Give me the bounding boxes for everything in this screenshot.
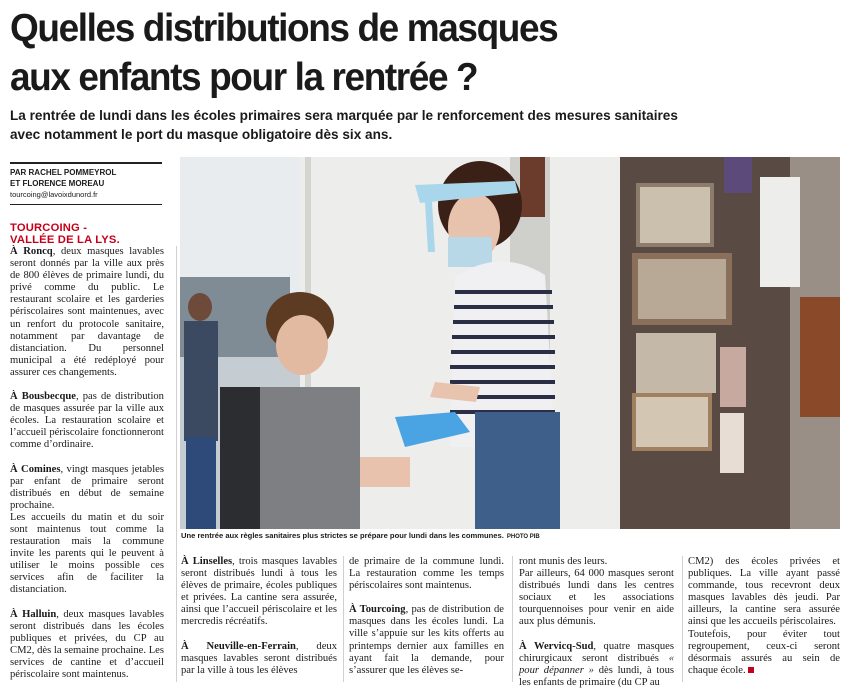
byline-authors-2: ET FLORENCE MOREAU xyxy=(10,179,105,188)
place-name: À Roncq xyxy=(10,246,53,257)
paragraph-text: , vingt masques jetables par enfant de primaire seront distribués en début de semaine prochaine. xyxy=(10,463,164,511)
headline xyxy=(10,4,840,102)
article-column-1 xyxy=(10,246,164,681)
headline-line-2: aux enfants pour la rentrée ? xyxy=(10,54,478,99)
paragraph-bousbecque xyxy=(10,391,164,451)
place-name: À Linselles xyxy=(181,556,233,567)
article-column-3 xyxy=(349,556,504,677)
paragraph-text: Toutefois, pour éviter tout regroupement, ceux-ci seront désormais assurés au sein de chaque école. xyxy=(688,628,840,676)
paragraph-continued: CM2) des écoles privées et publiques. La ville ayant passé commande, tous recevront deux masques lavables dès jeudi. Par ailleurs, la cantine sera assurée ainsi que les accueils périscolaires. xyxy=(688,556,840,628)
place-name: À Tourcoing xyxy=(349,604,406,616)
paragraph-linselles xyxy=(181,556,337,629)
deck-line-1: La rentrée de lundi dans les écoles primaires sera marquée par le renforcement des mesures sanitaires xyxy=(10,108,678,123)
paragraph-text: dès lundi, à tous les enfants de primaire (du CP au xyxy=(519,664,674,688)
column-divider xyxy=(512,556,513,682)
paragraph-halluin xyxy=(10,609,164,682)
paragraph-continued: de primaire de la commune lundi. La restauration comme les temps périscolaires sont maintenus. xyxy=(349,556,504,592)
paragraph-text: , deux masques lavables seront donnés par la ville aux près de 800 élèves de primaire lundi, du privé comme du public. Le restaurant scolaire et les garderies périscolaires sont maintenues, avec un renfort du protocole sanitaire, notamment par davantage de distanciation. Du personnel municipal a été redéployé pour assurer ces changements. xyxy=(10,246,164,378)
place-name: À Bousbecque xyxy=(10,391,76,403)
paragraph-neuville xyxy=(181,641,337,677)
byline-authors-1: PAR RACHEL POMMEYROL xyxy=(10,168,117,177)
byline xyxy=(10,162,162,205)
article-column-2 xyxy=(181,556,337,677)
paragraph-tourcoing xyxy=(349,604,504,677)
paragraph-continued: ront munis des leurs. xyxy=(519,556,608,567)
paragraph-comines xyxy=(10,464,164,512)
article-photo xyxy=(180,157,840,529)
paragraph-text: , deux masques lavables seront distribués par la ville à tous les élèves xyxy=(181,640,337,676)
photo-credit: PHOTO PIB xyxy=(506,534,540,540)
paragraph-text: , pas de distribution de masques assurée par la ville aux écoles. La restauration scolaire et l’accueil périscolaire fonctionneront comme d’ordinaire. xyxy=(10,391,164,451)
deck-line-2: avec notamment le port du masque obligatoire dès six ans. xyxy=(10,127,393,142)
place-name: À Neuville-en-Ferrain xyxy=(181,640,296,652)
column-divider xyxy=(682,556,683,682)
paragraph-text: , quatre masques chirurgicaux seront distribués xyxy=(519,640,674,664)
section-heading-line-2: VALLÉE DE LA LYS. xyxy=(10,234,120,246)
paragraph-masks: Par ailleurs, 64 000 masques seront distribués lundi dans les centres sociaux et les associations tourquennoises pour venir en aide aux plus démunis. xyxy=(519,568,674,628)
deck xyxy=(10,106,710,144)
place-name: À Halluin xyxy=(10,608,57,620)
place-name: À Comines xyxy=(10,463,61,475)
place-name: À Wervicq-Sud xyxy=(519,640,594,652)
column-divider xyxy=(176,246,177,682)
end-mark xyxy=(748,667,754,673)
paragraph-comines-2: Les accueils du matin et du soir sont maintenus tout comme la restauration mais la commune invite les parents qui le peuvent à utiliser le moins possible ces services afin de faciliter la distanciation. xyxy=(10,511,164,596)
photo-caption xyxy=(181,531,841,542)
article-column-5 xyxy=(688,556,840,677)
headline-line-1: Quelles distributions de masques xyxy=(10,6,558,50)
paragraph-text: , deux masques lavables seront distribués dans les écoles publiques et privées, du CP au CM2, dès la semaine prochaine. Les services de cantine et d’accueil périscolaire sont maintenus. xyxy=(10,608,164,680)
paragraph-final xyxy=(688,629,840,677)
column-divider xyxy=(343,556,344,682)
paragraph-roncq xyxy=(10,246,164,379)
section-heading xyxy=(10,222,170,246)
paragraph-text: , pas de distribution de masques dans les écoles lundi. La ville s’appuie sur les kits offerts au printemps dernier aux familles en ayant fait la demande, pour s’assurer que les élèves se- xyxy=(349,604,505,676)
article-column-4 xyxy=(519,556,674,689)
caption-text: Une rentrée aux règles sanitaires plus strictes se prépare pour lundi dans les communes. xyxy=(181,531,504,540)
byline-email[interactable]: tourcoing@lavoixdunord.fr xyxy=(10,190,98,199)
paragraph-wervicq xyxy=(519,641,674,689)
paragraph-text: , trois masques lavables seront distribués lundi à tous les élèves de primaire, écoles publiques et privées. La cantine sera assurée, ainsi que l’accueil périscolaire et les mercredis récréatifs. xyxy=(181,556,337,628)
section-heading-line-1: TOURCOING - xyxy=(10,222,88,234)
quote: « pour dépanner » xyxy=(519,652,674,676)
